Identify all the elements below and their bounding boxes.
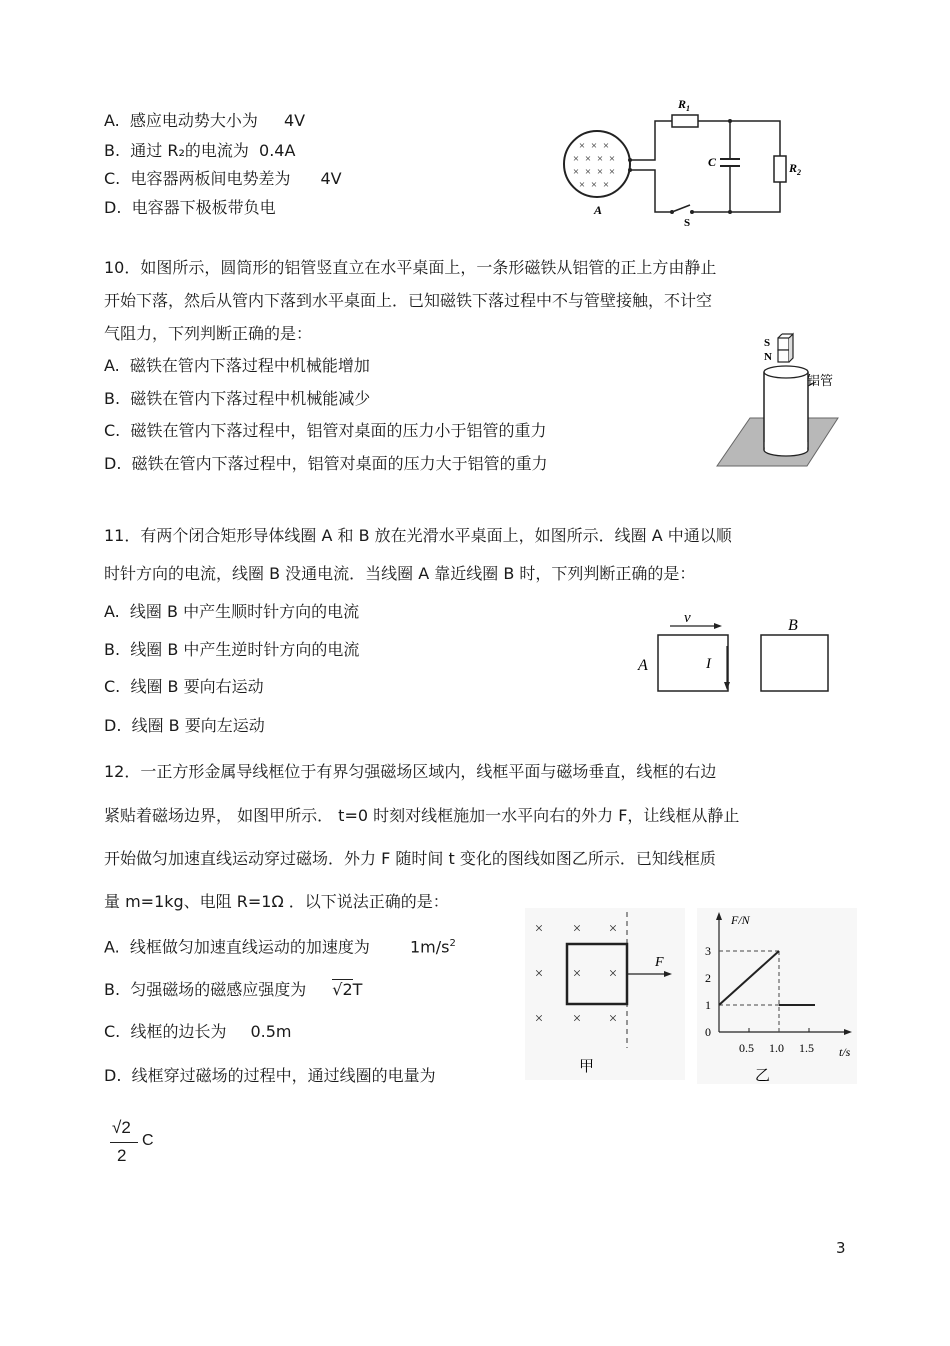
svg-text:×: ×	[590, 140, 598, 152]
svg-text:乙: 乙	[755, 1068, 771, 1084]
svg-text:×: ×	[608, 921, 618, 937]
y-tick-label: 3	[705, 944, 711, 958]
resistor-r1	[672, 115, 698, 127]
svg-text:×: ×	[572, 1011, 582, 1027]
x-tick-label: 0.5	[739, 1041, 754, 1055]
q9-circuit-figure	[560, 92, 820, 228]
q10-option-a: A. 磁铁在管内下落过程中机械能增加	[104, 356, 370, 375]
x-axis-label: t/s	[839, 1045, 851, 1059]
svg-text:×: ×	[534, 966, 544, 982]
q12-figure-jia	[525, 908, 685, 1080]
y-tick-label: 0	[705, 1025, 711, 1039]
coil-a	[658, 635, 728, 691]
q11-coils-figure	[630, 608, 838, 698]
x-tick-label: 1.5	[799, 1041, 814, 1055]
q10-option-b: B. 磁铁在管内下落过程中机械能减少	[104, 389, 371, 408]
svg-text:×: ×	[584, 153, 592, 165]
svg-text:v: v	[684, 610, 691, 626]
tube-top-opening	[764, 366, 808, 378]
q9-option-a: A. 感应电动势大小为 4V	[104, 111, 306, 130]
svg-text:B: B	[788, 617, 798, 634]
fraction-numerator: √2	[112, 1118, 131, 1137]
svg-text:I: I	[706, 656, 711, 672]
svg-text:R2: $R_2$	[789, 161, 802, 177]
q12-option-a: A. 线框做匀加速直线运动的加速度为 $1m/s^2$	[104, 937, 456, 957]
svg-text:铝管: 铝管	[807, 373, 834, 388]
svg-text:R1: $R_1$	[678, 97, 691, 113]
q12-option-c: C. 线框的边长为 0.5m	[104, 1022, 292, 1041]
svg-text:N: N	[764, 351, 772, 363]
svg-text:×: ×	[596, 166, 604, 178]
fraction-denominator: 2	[117, 1146, 127, 1165]
q9-option-d: D. 电容器下极板带负电	[104, 198, 276, 217]
q12-stem-line-1: 12．一正方形金属导线框位于有界匀强磁场区域内，线框平面与磁场垂直，线框的右边	[104, 762, 717, 781]
q12-option-b: B. 匀强磁场的磁感应强度为 √2T	[104, 980, 363, 999]
svg-text:C: C	[708, 155, 717, 169]
coil-b	[761, 635, 828, 691]
aluminium-tube	[764, 372, 808, 450]
svg-text:×: ×	[534, 1011, 544, 1027]
q11-stem-line-2: 时针方向的电流，线圈 B 没通电流．当线圈 A 靠近线圈 B 时，下列判断正确的是：	[104, 564, 696, 583]
q9-option-b: B. 通过 R₂的电流为 0.4A	[104, 141, 296, 160]
svg-text:×: ×	[608, 166, 616, 178]
svg-text:×: ×	[596, 153, 604, 165]
q10-tube-figure	[712, 322, 847, 474]
svg-text:×: ×	[602, 140, 610, 152]
svg-text:×: ×	[602, 179, 610, 191]
q10-option-d: D. 磁铁在管内下落过程中，铝管对桌面的压力大于铝管的重力	[104, 454, 548, 473]
svg-text:×: ×	[578, 140, 586, 152]
q10-stem-line-3: 气阻力，下列判断正确的是：	[104, 324, 313, 343]
q11-stem-line-1: 11．有两个闭合矩形导体线圈 A 和 B 放在光滑水平桌面上，如图所示．线圈 A 中通以顺	[104, 526, 732, 545]
svg-text:A: A	[638, 657, 648, 674]
svg-text:×: ×	[608, 1011, 618, 1027]
svg-text:F: F	[655, 955, 664, 970]
svg-text:×: ×	[590, 179, 598, 191]
q11-option-b: B. 线圈 B 中产生逆时针方向的电流	[104, 640, 360, 659]
svg-text:×: ×	[572, 966, 582, 982]
svg-text:×: ×	[534, 921, 544, 937]
y-tick-label: 1	[705, 998, 711, 1012]
y-tick-label: 2	[705, 971, 711, 985]
bar-magnet	[778, 334, 793, 362]
fraction-bar	[110, 1142, 138, 1143]
q10-option-c: C. 磁铁在管内下落过程中，铝管对桌面的压力小于铝管的重力	[104, 421, 547, 440]
q12-stem-line-2: 紧贴着磁场边界， 如图甲所示． t=0 时刻对线框施加一水平向右的外力 F，让线框从静止	[104, 806, 740, 825]
svg-text:甲: 甲	[579, 1059, 595, 1075]
q12-stem-line-4: 量 m=1kg、电阻 R=1Ω ．以下说法正确的是：	[104, 892, 449, 911]
svg-text:×: ×	[584, 166, 592, 178]
q12-answer-fraction	[108, 1118, 168, 1178]
magnetic-field-crosses	[573, 140, 615, 191]
q12-option-d: D. 线框穿过磁场的过程中，通过线圈的电量为	[104, 1066, 436, 1085]
q11-option-c: C. 线圈 B 要向右运动	[104, 677, 264, 696]
q11-option-d: D. 线圈 B 要向左运动	[104, 716, 265, 735]
resistor-r2	[774, 156, 786, 182]
fraction-unit: C	[142, 1132, 154, 1149]
svg-text:×: ×	[578, 179, 586, 191]
q10-stem-line-1: 10．如图所示，圆筒形的铝管竖直立在水平桌面上，一条形磁铁从铝管的正上方由静止	[104, 258, 717, 277]
svg-text:×: ×	[572, 153, 580, 165]
q11-option-a: A. 线圈 B 中产生顺时针方向的电流	[104, 602, 360, 621]
svg-text:×: ×	[572, 166, 580, 178]
switch-s	[672, 205, 690, 212]
q9-option-c: C. 电容器两板间电势差为 4V	[104, 169, 342, 188]
svg-text:×: ×	[608, 966, 618, 982]
svg-text:S: S	[764, 337, 771, 349]
q10-stem-line-2: 开始下落，然后从管内下落到水平桌面上．已知磁铁下落过程中不与管壁接触，不计空	[104, 291, 713, 310]
svg-text:×: ×	[608, 153, 616, 165]
x-tick-label: 1.0	[769, 1041, 784, 1055]
y-axis-label: F/N	[731, 913, 750, 927]
svg-text:A: A	[594, 203, 603, 217]
svg-text:×: ×	[572, 921, 582, 937]
page-number: 3	[836, 1239, 846, 1257]
q12-figure-yi-chart	[697, 908, 857, 1084]
svg-text:S: S	[684, 217, 691, 228]
q12-stem-line-3: 开始做匀加速直线运动穿过磁场．外力 F 随时间 t 变化的图线如图乙所示．已知线框质	[104, 849, 716, 868]
